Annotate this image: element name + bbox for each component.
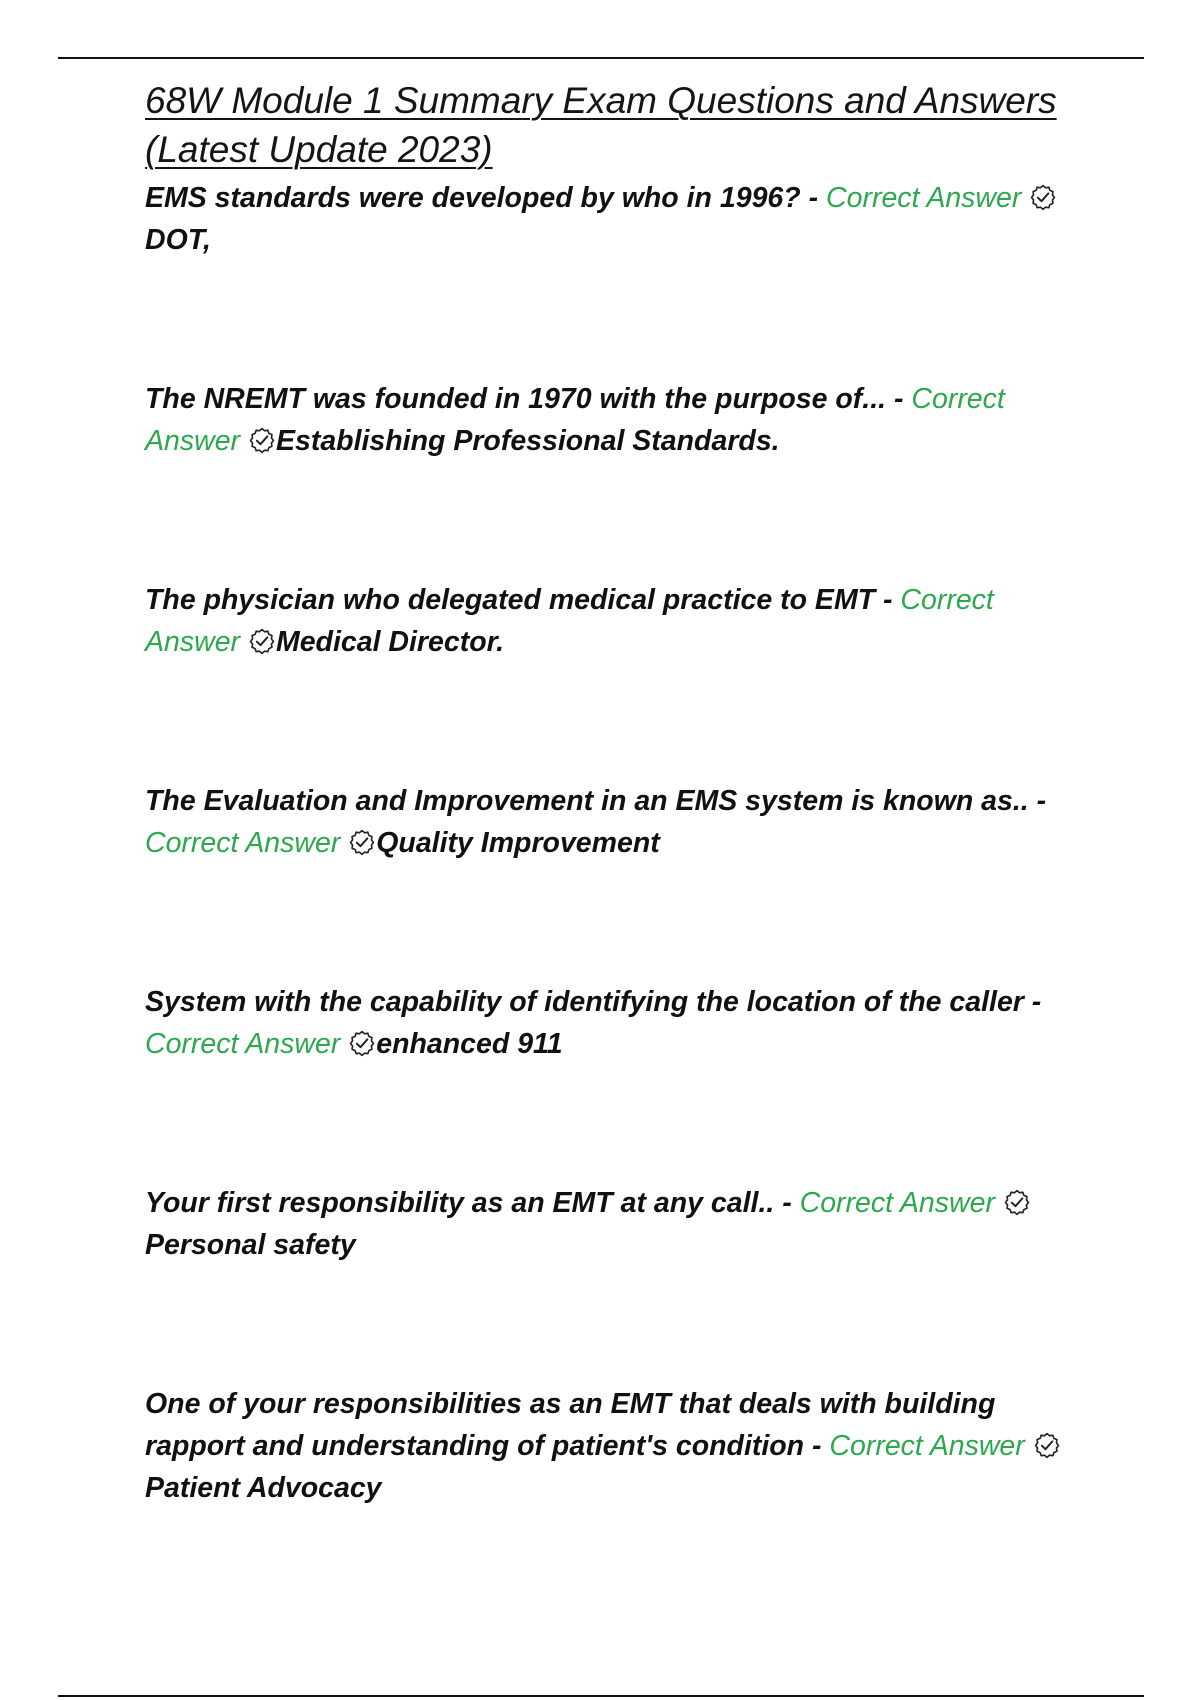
question-text: The Evaluation and Improvement in an EMS system is known as.. xyxy=(145,785,1029,817)
separator: - xyxy=(774,1187,800,1219)
check-seal-icon xyxy=(248,426,276,454)
separator: - xyxy=(804,1430,830,1462)
answer-label: Correct Answer xyxy=(826,182,1022,214)
check-seal-icon xyxy=(348,828,376,856)
qa-item xyxy=(145,981,1065,1065)
header-rule xyxy=(58,57,1144,59)
qa-item xyxy=(145,579,1065,663)
question-text: EMS standards were developed by who in 1996? xyxy=(145,182,801,214)
answer-text: Personal safety xyxy=(145,1229,356,1261)
qa-item xyxy=(145,177,1065,261)
footer-rule xyxy=(58,1695,1144,1697)
question-text: One of your responsibilities as an EMT that deals with building rapport and understanding of patient's condition xyxy=(145,1388,996,1462)
check-seal-icon xyxy=(1029,183,1057,211)
answer-text: Establishing Professional Standards. xyxy=(275,425,780,457)
separator: - xyxy=(886,383,912,415)
answer-text: DOT, xyxy=(145,224,211,256)
qa-item xyxy=(145,780,1065,864)
answer-text: enhanced 911 xyxy=(376,1028,563,1060)
answer-text: Patient Advocacy xyxy=(145,1472,382,1504)
question-text: Your first responsibility as an EMT at any call.. xyxy=(145,1187,775,1219)
check-seal-icon xyxy=(1003,1188,1031,1216)
separator: - xyxy=(875,584,901,616)
question-text: System with the capability of identifying the location of the caller xyxy=(145,986,1024,1018)
qa-item xyxy=(145,1182,1065,1266)
check-seal-icon xyxy=(248,627,276,655)
answer-label: Correct Answer xyxy=(145,383,1005,457)
check-seal-icon xyxy=(1033,1431,1061,1459)
answer-text: Quality Improvement xyxy=(376,827,660,859)
question-text: The NREMT was founded in 1970 with the purpose of... xyxy=(145,383,887,415)
answer-label: Correct Answer xyxy=(145,584,994,658)
separator: - xyxy=(1023,986,1042,1018)
qa-item xyxy=(145,378,1065,462)
question-text: The physician who delegated medical practice to EMT xyxy=(145,584,876,616)
answer-label: Correct Answer xyxy=(145,1028,341,1060)
answer-label: Correct Answer xyxy=(799,1187,995,1219)
document-title: 68W Module 1 Summary Exam Questions and Answers (Latest Update 2023) xyxy=(145,80,1057,170)
qa-item xyxy=(145,1383,1065,1509)
check-seal-icon xyxy=(348,1029,376,1057)
answer-text: Medical Director. xyxy=(275,626,505,658)
document-body xyxy=(145,76,1065,1626)
answer-label: Correct Answer xyxy=(829,1430,1025,1462)
answer-label: Correct Answer xyxy=(145,827,341,859)
separator: - xyxy=(1028,785,1047,817)
separator: - xyxy=(800,182,827,214)
